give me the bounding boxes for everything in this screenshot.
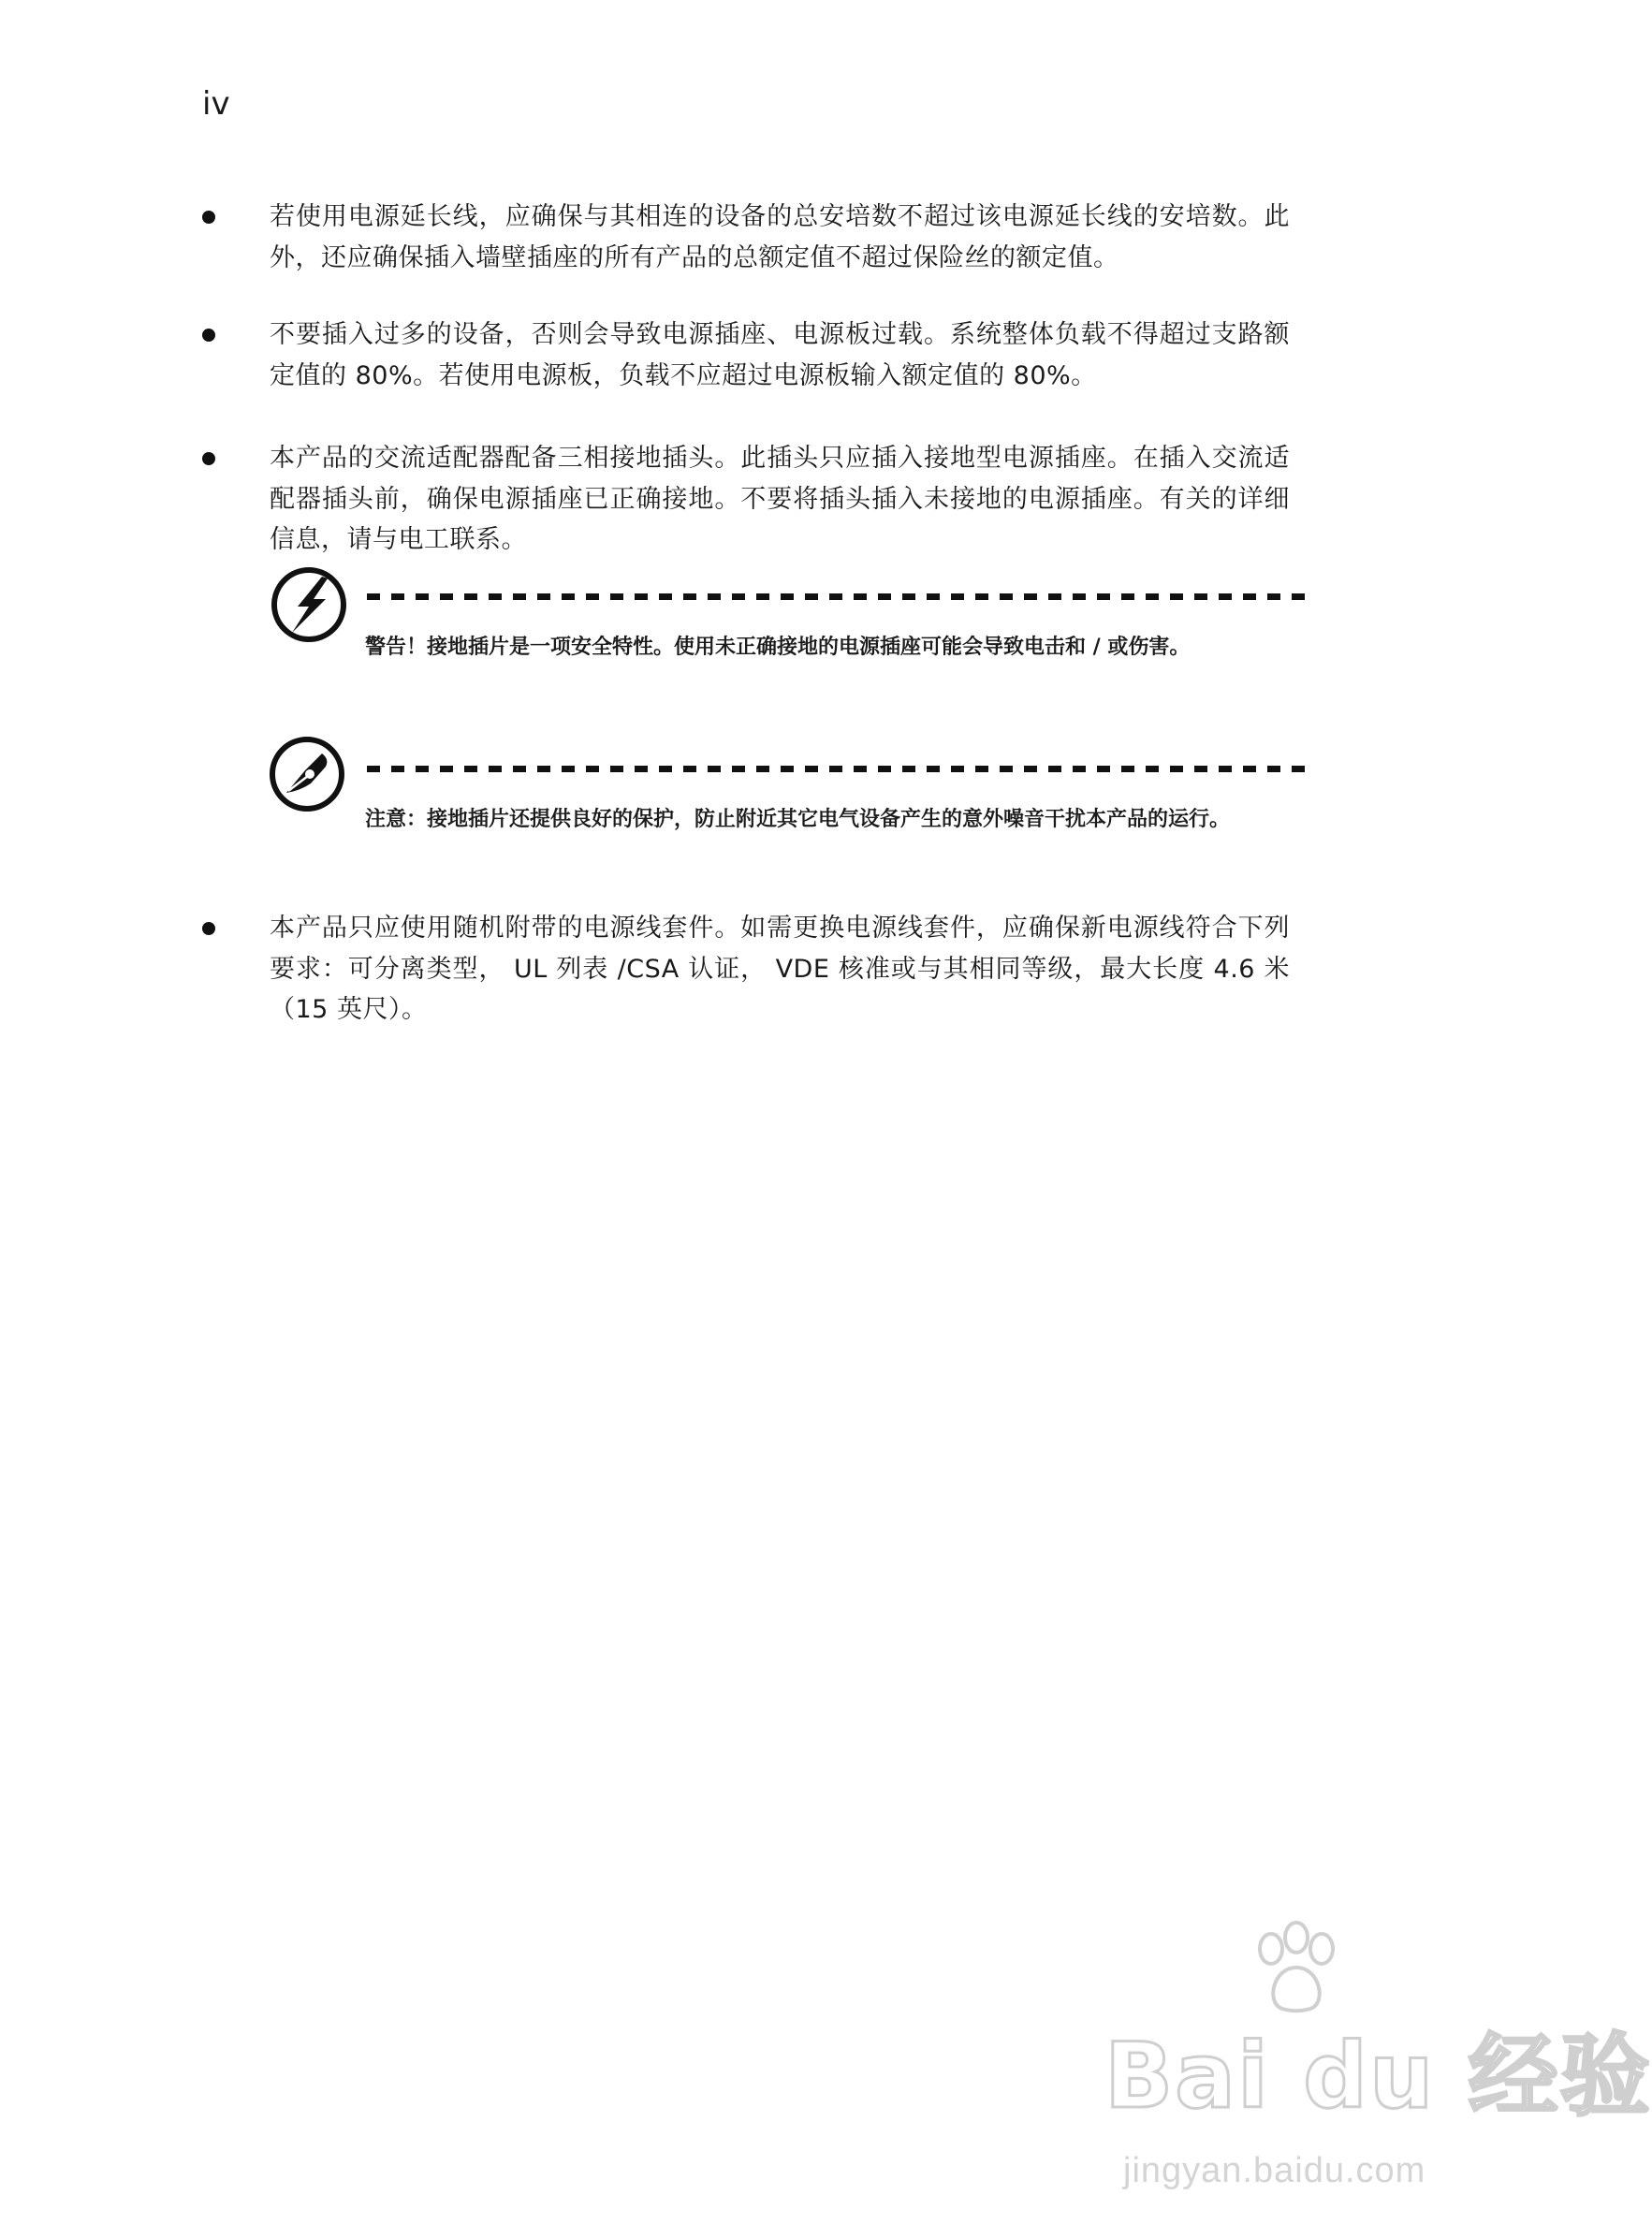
bullet-text-overload: 不要插入过多的设备，否则会导致电源插座、电源板过载。系统整体负载不得超过支路额定值的 80%。若使用电源板，负载不应超过电源板输入额定值的 80%。 — [270, 320, 1290, 390]
bullet-marker — [202, 329, 215, 342]
warning-divider — [367, 593, 1312, 600]
warning-text: 警告！接地插片是一项安全特性。使用未正确接地的电源插座可能会导致电击和 / 或伤害。 — [365, 636, 1191, 659]
watermark-url: jingyan.baidu.com — [1123, 2151, 1426, 2190]
bullet-marker — [202, 452, 215, 465]
note-text: 注意：接地插片还提供良好的保护，防止附近其它电气设备产生的意外噪音干扰本产品的运行。 — [365, 808, 1231, 831]
bullet-text-extension-cord: 若使用电源延长线，应确保与其相连的设备的总安培数不超过该电源延长线的安培数。此外，还应确保插入墙壁插座的所有产品的总额定值不超过保险丝的额定值。 — [270, 202, 1290, 272]
watermark-brand: Bai du 经验 — [1104, 2024, 1652, 2129]
bullet-text-power-cord: 本产品只应使用随机附带的电源线套件。如需更换电源线套件，应确保新电源线符合下列要求：可分离类型， UL 列表 /CSA 认证， VDE 核准或与其相同等级，最大长度 4.6 米 （15 英尺）。 — [270, 914, 1290, 1024]
note-divider — [367, 766, 1312, 772]
bullet-marker — [202, 922, 215, 935]
pen-nib-note-icon — [268, 735, 346, 813]
page-number: iv — [202, 85, 230, 123]
bullet-marker — [202, 211, 215, 224]
paw-icon — [1245, 1919, 1348, 2022]
lightning-warning-icon — [270, 565, 348, 644]
baidu-jingyan-watermark — [1104, 1919, 1652, 2200]
bullet-text-grounded-plug: 本产品的交流适配器配备三相接地插头。此插头只应插入接地型电源插座。在插入交流适配器插头前，确保电源插座已正确接地。不要将插头插入未接地的电源插座。有关的详细信息，请与电工联系。 — [270, 444, 1290, 554]
